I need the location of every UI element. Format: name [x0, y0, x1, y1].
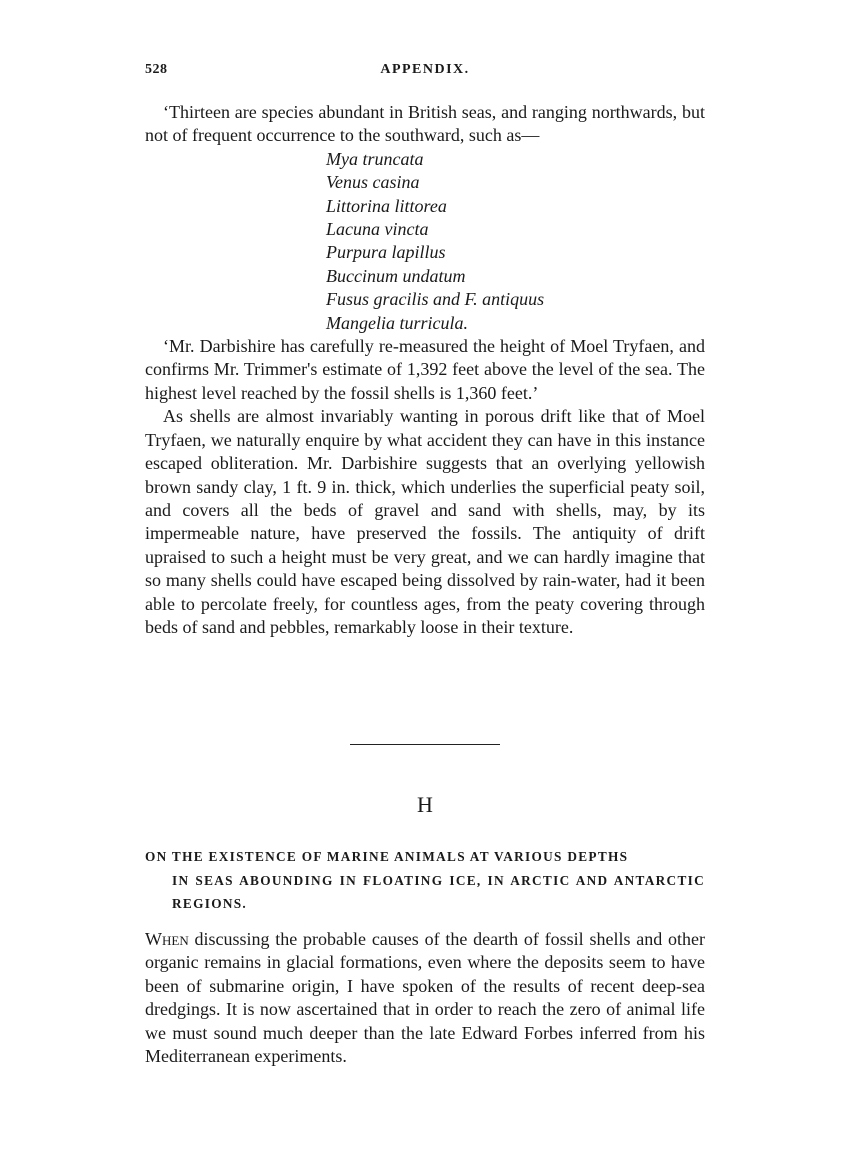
species-item: Purpura lapillus [326, 242, 446, 263]
appendix-section-heading [145, 845, 705, 916]
shells-paragraph: As shells are almost invariably wanting in porous drift like that of Moel Tryfaen, we naturally enquire by what accident they can have in this instance escaped obliteration. Mr. Darbishire suggests that an overlying yellowish brown sandy clay, 1 ft. 9 in. thick, which underlies the superficial peaty soil, and covers all the beds of gravel and sand with shells, may, by its impermeable nature, have preserved the fossils. The antiquity of drift upraised to such a height must be very great, and we can hardly imagine that so many shells could have escaped being dissolved by rain-water, had it been able to percolate freely, for countless ages, from the peaty covering through beds of sand and pebbles, remarkably loose in their texture. [145, 406, 705, 637]
opening-word: When [145, 929, 189, 949]
heading-continuation: IN SEAS ABOUNDING IN FLOATING ICE, IN ARCTIC AND ANTARCTIC REGIONS. [172, 872, 705, 911]
section-body-text: discussing the probable causes of the dearth of fossil shells and other organic remains in glacial formations, even where the deposits seem to have been of submarine origin, I have spoken of the results of recent deep-sea dredgings. It is now ascertained that in order to reach the zero of animal life we must sound much deeper than the late Edward Forbes inferred from his Mediterranean experiments. [145, 929, 705, 1067]
page-number: 528 [145, 62, 168, 77]
appendix-text-top [145, 101, 705, 639]
darbishire-quote-paragraph: ‘Mr. Darbishire has carefully re-measured the height of Moel Tryfaen, and confirms Mr. Trimmer's estimate of 1,392 feet above the level of the sea. The highest level reached by the fossil shells is 1,360 feet.’ [145, 336, 705, 403]
species-item: Mangelia turricula. [326, 312, 468, 333]
species-item: Lacuna vincta [326, 219, 429, 240]
section-body-paragraph [145, 928, 705, 1068]
species-item: Littorina littorea [326, 195, 447, 216]
heading-line-1: ON THE EXISTENCE OF MARINE ANIMALS AT VARIOUS DEPTHS [145, 849, 629, 864]
species-item: Buccinum undatum [326, 265, 466, 286]
section-divider-rule [350, 744, 500, 745]
species-item: Fusus gracilis and F. antiquus [326, 289, 545, 310]
species-list [326, 148, 705, 335]
appendix-text-bottom [145, 928, 705, 1068]
running-title: APPENDIX. [380, 62, 470, 77]
running-head [145, 62, 705, 84]
quote-intro-paragraph: ‘Thirteen are species abundant in British seas, and ranging northwards, but not of frequent occurrence to the southward, such as— [145, 102, 705, 146]
book-page [145, 0, 705, 1150]
species-item: Venus casina [326, 172, 420, 193]
species-item: Mya truncata [326, 148, 424, 169]
appendix-section-letter: H [417, 792, 433, 817]
